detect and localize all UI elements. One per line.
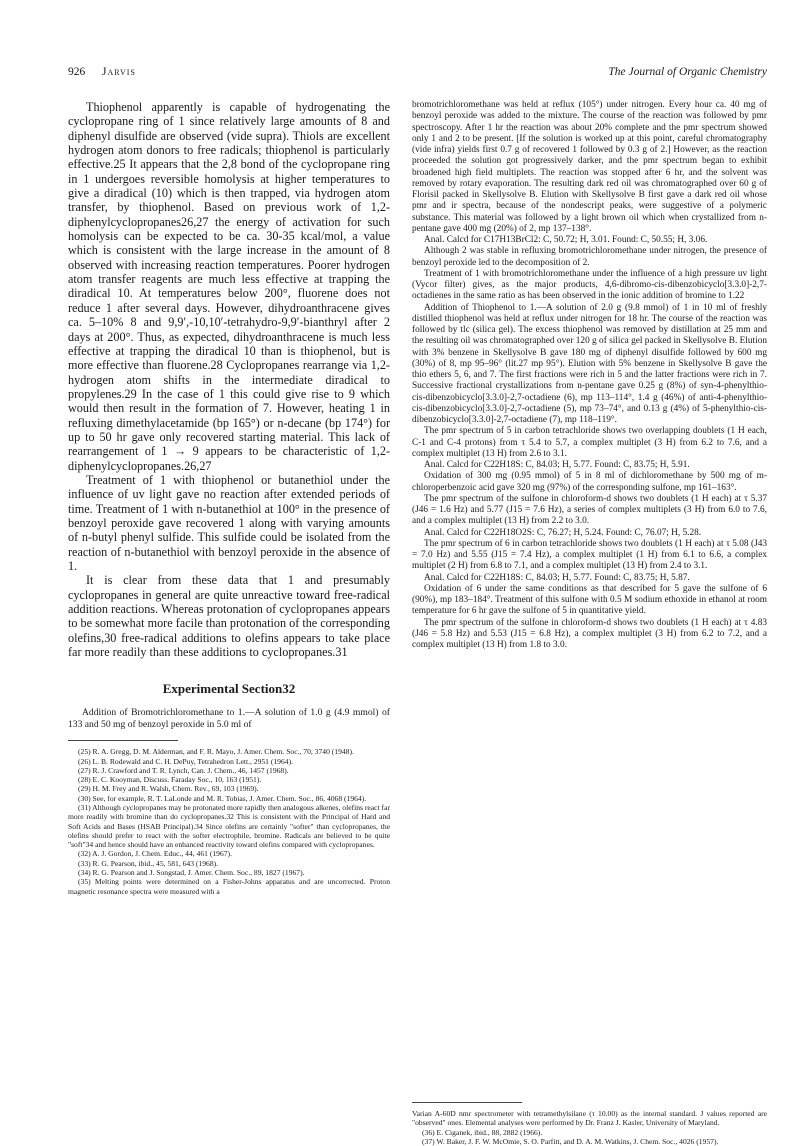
section-heading: Experimental Section32 [162, 681, 296, 697]
left-column [68, 100, 390, 896]
analysis-line: Anal. Calcd for C22H18O2S: C, 76.27; H, 5.24. Found: C, 76.07; H, 5.28. [424, 527, 702, 538]
analysis-line: Anal. Calcd for C22H18S: C, 84.03; H, 5.77. Found: C, 83.75; H, 5.91. [424, 460, 690, 470]
experimental-paragraph: The pmr spectrum of 6 in carbon tetrachloride shows two doublets (1 H each) at τ 5.08 (J43 = 7.0 Hz) and 5.55 (J15 = 7.4 Hz), a complex multiplet (1 H) from 6.1 to 6.6, a complex multiplet (2 H) from 6.8 to 7.1, and a complex multiplet (13 H) from 2.4 to 3.1. [412, 538, 767, 572]
experimental-paragraph: The pmr spectrum of the sulfone in chloroform-d shows two doublets (1 H each) at τ 5.37 (J46 = 1.6 Hz) and 5.77 (J15 = 7.6 Hz), a series of complex multiplets (3 H) from 6.0 to 7.6, and a complex multiplet (13 H) from 2.2 to 3.0. [412, 493, 767, 527]
footnote-rule [68, 740, 178, 741]
experimental-paragraph: Treatment of 1 with bromotrichloromethane under the influence of a high pressure uv light (Vycor filter) gives, as the major products, 4,6-dibromo-cis-dibenzobicyclo[3.3.0]-2,7-octadienes in the same ratio as has been observed in the ionic addition of bromine to 1.22 [412, 268, 767, 302]
footnote: (33) R. G. Pearson, ibid., 45, 581, 643 (1968). [78, 858, 219, 868]
footnote: (36) E. Ciganek, ibid., 88, 2882 (1966). [422, 1127, 543, 1137]
footnote: (35) Melting points were determined on a Fisher-Johns apparatus and are uncorrected. Proton magnetic resonance spectra were measured with a [68, 877, 390, 896]
experimental-paragraph: Addition of Bromotrichloromethane to 1.—A solution of 1.0 g (4.9 mmol) of 133 and 50 mg of benzoyl peroxide in 5.0 ml of [68, 707, 390, 730]
footnote: (32) A. J. Gordon, J. Chem. Educ., 44, 461 (1967). [78, 849, 232, 859]
experimental-paragraph: Oxidation of 300 mg (0.95 mmol) of 5 in 8 ml of dichloromethane by 500 mg of m-chloroperbenzoic acid gave 320 mg (97%) of the corresponding sulfone, mp 161–163°. [412, 471, 767, 493]
body-paragraph: It is clear from these data that 1 and presumably cyclopropanes in general are quite unreactive toward free-radical addition reactions. Whereas protonation of cyclopropanes appears to be somewhat more facile than protonation of the corresponding olefins,30 free-radical additions to olefins appears to take place far more readily than these additions to cyclopropanes.31 [68, 573, 390, 660]
body-paragraph: Treatment of 1 with thiophenol or butanethiol under the influence of uv light gave no reaction after extended periods of time. Treatment of 1 with n-butanethiol at 100° in the presence of benzoyl peroxide gave recovered 1 along with varying amounts of n-butyl phenyl sulfide. This sulfide could be isolated from the reaction of n-butanethiol with benzoyl peroxide in the absence of 1. [68, 472, 390, 573]
footnote: (34) R. G. Pearson and J. Songstad, J. Amer. Chem. Soc., 89, 1827 (1967). [78, 868, 305, 878]
page-number: 926 [68, 66, 86, 78]
footnote: Varian A-60D nmr spectrometer with tetramethylsilane (τ 10.00) as the internal standard. J values reported are "observed" ones. Elemental analyses were performed by Dr. Franz J. Kasler, University of Maryland. [412, 1109, 767, 1128]
analysis-line: Anal. Calcd for C17H13BrCl2: C, 50.72; H, 3.01. Found: C, 50.55; H, 3.06. [424, 235, 708, 245]
experimental-paragraph: bromotrichloromethane was held at reflux (105°) under nitrogen. Every hour ca. 40 mg of benzoyl peroxide was added to the mixture. The course of the reaction was followed by pmr spectroscopy. After 1 hr the reaction was about 20% complete and the pmr spectrum showed only 1 and 2 to be present. [If the solution is worked up at this point, careful chromatography (vide infra) yields first 0.7 g of recovered 1 followed by 0.3 g of 2.] However, as the reaction proceeded the solution got progressively darker, and the pmr spectrum began to exhibit broadened high field multiplets. The reaction was stopped after 6 hr, and the solvent was removed by rotary evaporation. The resulting dark red oil was chromatographed over 60 g of Florisil packed in Skellysolve B. Elution with Skellysolve B first gave a dark red oil whose pmr and ir spectra, because of the nondescript peaks, were suggestive of a polymeric substance. This material was followed by a light brown oil which when crystallized from n-pentane gave 400 mg (20%) of 2, mp 137–138°. [412, 100, 767, 234]
right-footnotes [412, 1092, 767, 1146]
experimental-paragraph: Addition of Thiophenol to 1.—A solution of 2.0 g (9.8 mmol) of 1 in 10 ml of freshly distilled thiophenol was held at reflux under nitrogen for 18 hr. The course of the reaction was followed by tlc (silica gel). The excess thiophenol was removed by distillation at 25 mm and the resulting oil was chromatographed over 120 g of silica gel packed in Skellysolve B. Elution with 3% benzene in Skellysolve B gave 180 mg of diphenyl disulfide followed by 600 mg (30%) of 8, mp 95–96° (lit.27 mp 95°). Elution with 5% benzene in Skellysolve B gave the thio ethers 5, 6, and 7. The first fractions were rich in 5 and the latter fractions were rich in 7. Successive fractional crystallizations from n-pentane gave 0.25 g (8%) of syn-4-phenylthio-cis-dibenzobicyclo[3.3.0]-2,7-octadiene (6), mp 113–114°, 1.4 g (46%) of anti-4-phenylthio-cis-dibenzobicyclo[3.3.0]-2,7-octadiene (5), mp 73–74°, and 0.13 g (4%) of 5-phenylthio-cis-dibenzobicyclo[3.3.0]-2,7-octadiene (7), mp 118–119°. [412, 302, 767, 425]
footnote: (27) R. J. Crawford and T. R. Lynch, Can. J. Chem., 46, 1457 (1968). [78, 765, 289, 775]
body-paragraph: Thiophenol apparently is capable of hydrogenating the cyclopropane ring of 1 since relatively large amounts of 8 and diphenyl disulfide are observed (vide supra). Thiols are excellent hydrogen atom donors to free radicals; thiophenol is particularly effective.25 It appears that the 2,8 bond of the cyclopropane ring in 1 undergoes reversible homolysis at higher temperatures to give a diradical (10) which is then trapped, via hydrogen atom transfer, by thiophenol. Based on previous work of 1,2-diphenylcyclopropanes26,27 the energy of activation for such homolysis can be expected to be ca. 30-35 kcal/mol, a value which is consistent with the large increase in the amount of 8 observed with increasing reaction temperatures. Poorer hydrogen atom transfer reagents are much less effective at trapping the diradical 10. At temperatures below 200°, fluorene does not reduce 1 after several days. However, dihydroanthracene gives ca. 5–10% 8 and 9,9′,-10,10′-tetrahydro-9,9′-bianthryl after 2 days at 200°. Thus, as expected, dihydroanthracene is much less effective at trapping the diradical 10 than is thiophenol, but is more effective than fluorene.28 Cyclopropanes rearrange via 1,2-hydrogen atom shifts in the intermediate diradical to propylenes.29 In the case of 1 this could give rise to 9 which would then result in the formation of 7. However, heating 1 in refluxing dimethylacetamide (bp 165°) or n-decane (bp 174°) for up to 50 hr gave only recovered starting material. This lack of rearrangement of 1 → 9 appears to be characteristic of 1,2-diphenylcyclopropanes.26,27 [68, 100, 390, 473]
running-author: Jarvis [102, 66, 136, 78]
analysis-line: Anal. Calcd for C22H18S: C, 84.03; H, 5.77. Found: C, 83.75; H, 5.87. [424, 572, 690, 583]
journal-title: The Journal of Organic Chemistry [608, 66, 767, 78]
footnote-rule [412, 1102, 522, 1103]
footnote: (26) L. B. Rodewald and C. H. DePuy, Tetrahedron Lett., 2951 (1964). [78, 756, 294, 766]
footnote: (28) E. C. Kooyman, Discuss. Faraday Soc., 10, 163 (1951). [78, 775, 262, 785]
experimental-paragraph: Oxidation of 6 under the same conditions as that described for 5 gave the sulfone of 6 (90%), mp 183–184°. Treatment of this sulfone with 0.5 M sodium ethoxide in ethanol at room temperature for 6 hr gave the sulfone of 5 in quantitative yield. [412, 583, 767, 617]
running-header [68, 66, 767, 82]
footnote: (30) See, for example, R. T. LaLonde and M. R. Tobias, J. Amer. Chem. Soc., 86, 4068 (1964). [78, 793, 367, 803]
right-column [412, 100, 767, 1146]
footnote: (31) Although cyclopropanes may be protonated more rapidly then analogous alkenes, olefins react far more readily with bromine than do cyclopropanes.32 This is consistent with the Principal of Hard and Soft Acids and Bases (HSAB Principal).34 Since olefins are certainly "softer" than cyclopropanes, the olefins should prefer to react with the softer electrophile, bromine. Radicals are believed to be quite "soft"34 and hence should have an enhanced reactivity toward olefins compared with cyclopropanes. [68, 803, 390, 850]
experimental-paragraph: The pmr spectrum of 5 in carbon tetrachloride shows two overlapping doublets (1 H each, C-1 and C-4 protons) from τ 5.4 to 5.7, a complex multiplet (3 H) from 6.2 to 7.6, and a complex multiplet (13 H) from 2.6 to 3.1. [412, 426, 767, 459]
experimental-paragraph: The pmr spectrum of the sulfone in chloroform-d shows two doublets (1 H each) at τ 4.83 (J46 = 5.8 Hz) and 5.53 (J15 = 6.8 Hz), a complex multiplet (3 H) from 6.2 to 7.2, and a complex multiplet (13 H) from 1.8 to 3.0. [412, 617, 767, 650]
experimental-paragraph: Although 2 was stable in refluxing bromotrichloromethane under nitrogen, the presence of benzoyl peroxide led to the decomposition of 2. [412, 246, 767, 268]
footnote: (29) H. M. Frey and R. Walsh, Chem. Rev., 69, 103 (1969). [78, 784, 259, 794]
footnote: (37) W. Baker, J. F. W. McOmie, S. O. Parfitt, and D. A. M. Watkins, J. Chem. Soc., 4026 (1957). [422, 1136, 719, 1146]
footnote: (25) R. A. Gregg, D. M. Alderman, and F. R. Mayo, J. Amer. Chem. Soc., 70, 3740 (1948). [78, 747, 354, 757]
